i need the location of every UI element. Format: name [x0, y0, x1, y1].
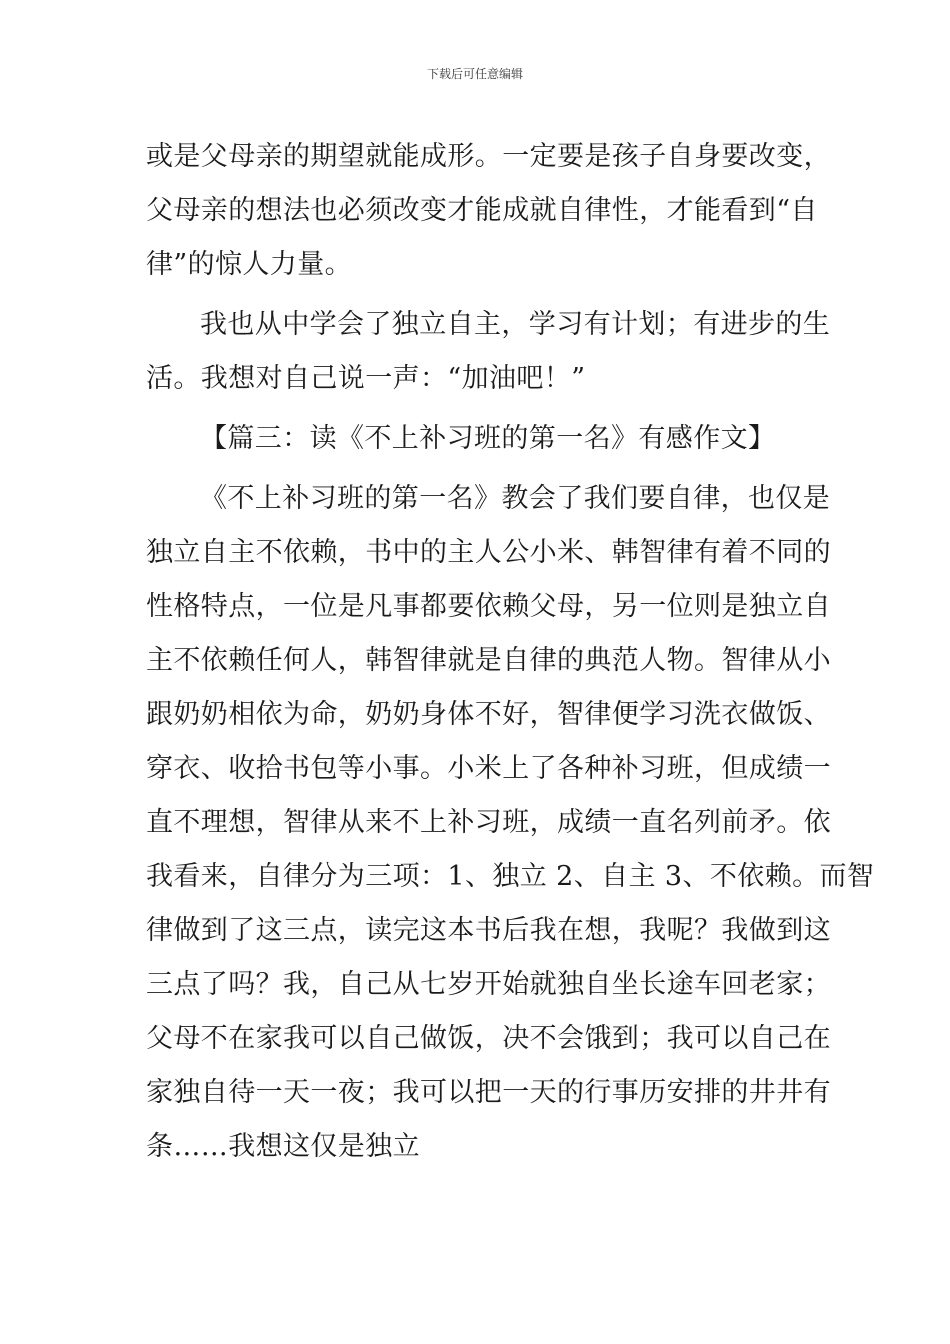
document-body [146, 130, 875, 1174]
text-line: 跟奶奶相依为命，奶奶身体不好，智律便学习洗衣做饭、 [146, 699, 831, 730]
section-heading: 【篇三：读《不上补习班的第一名》有感作文】 [200, 423, 776, 454]
text-line: 律”的惊人力量。 [146, 249, 353, 280]
text-line: 我看来，自律分为三项：1、独立 2、自主 3、不依赖。而智 [146, 861, 875, 892]
text-line: 父母亲的想法也必须改变才能成就自律性，才能看到“自 [146, 195, 818, 226]
text-line: 主不依赖任何人，韩智律就是自律的典范人物。智律从小 [146, 645, 831, 676]
text-line: 律做到了这三点，读完这本书后我在想，我呢？我做到这 [146, 915, 831, 946]
text-line: 性格特点，一位是凡事都要依赖父母，另一位则是独立自 [146, 591, 831, 622]
page-header: 下载后可任意编辑 [426, 67, 523, 81]
text-line: 条……我想这仅是独立 [146, 1131, 420, 1162]
text-line: 直不理想，智律从来不上补习班，成绩一直名列前矛。依 [146, 807, 831, 838]
text-line: 独立自主不依赖，书中的主人公小米、韩智律有着不同的 [146, 537, 831, 568]
text-line: 父母不在家我可以自己做饭，决不会饿到；我可以自己在 [146, 1023, 831, 1054]
text-line: 家独自待一天一夜；我可以把一天的行事历安排的井井有 [146, 1077, 831, 1108]
text-line: 三点了吗？我，自己从七岁开始就独自坐长途车回老家； [146, 969, 831, 1000]
text-line: 活。我想对自己说一声：“加油吧！” [146, 363, 586, 394]
text-line: 穿衣、收拾书包等小事。小米上了各种补习班，但成绩一 [146, 753, 831, 784]
text-line: 我也从中学会了独立自主，学习有计划；有进步的生 [200, 309, 831, 340]
text-line: 或是父母亲的期望就能成形。一定要是孩子自身要改变， [146, 141, 831, 172]
text-line: 《不上补习班的第一名》教会了我们要自律，也仅是 [200, 483, 831, 514]
